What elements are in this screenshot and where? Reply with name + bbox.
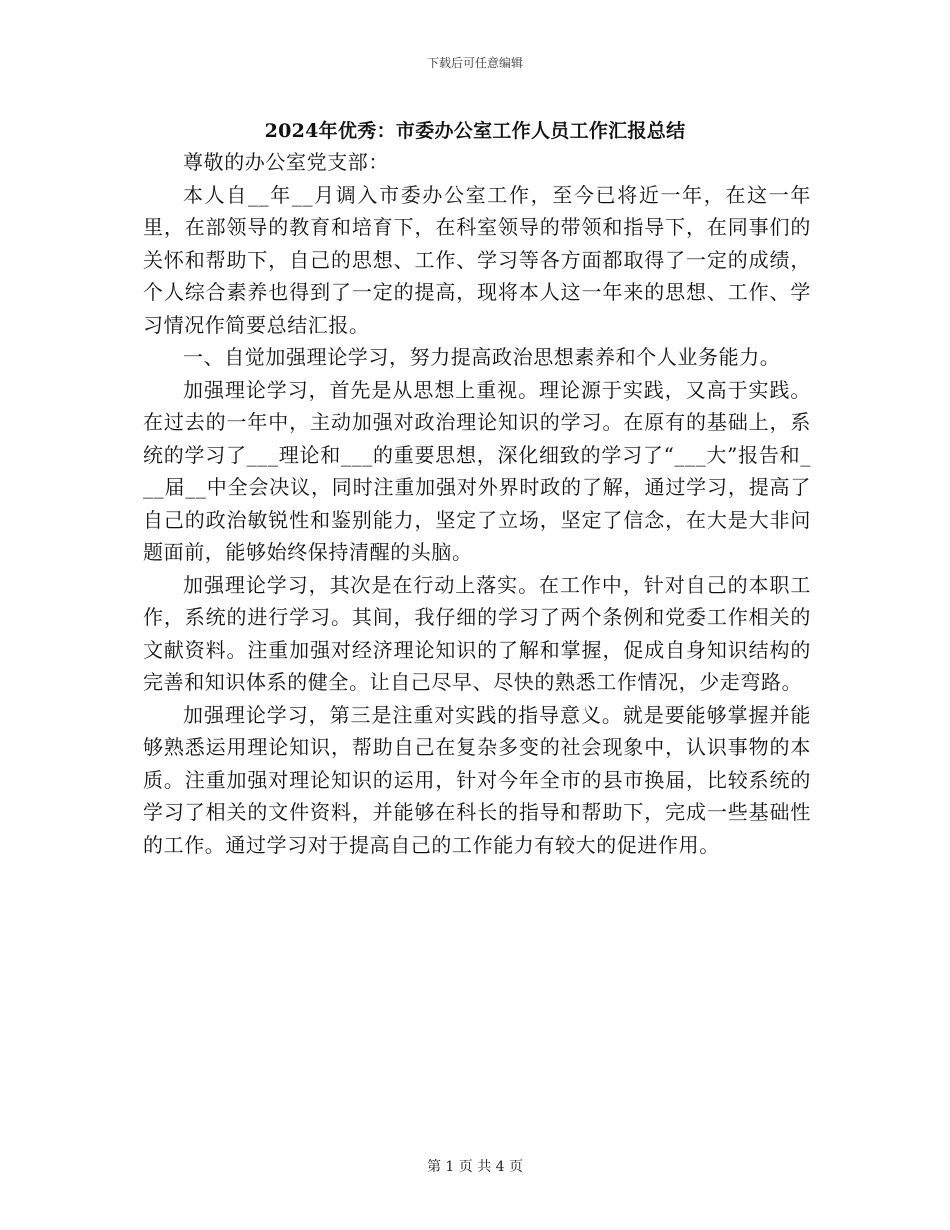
paragraph-3: 加强理论学习，第三是注重对实践的指导意义。就是要能够掌握并能够熟悉运用理论知识，帮助自己在复杂多变的社会现象中，认识事物的本质。注重加强对理论知识的运用，针对今年全市的县市换届，比较系统的学习了相关的文件资料，并能够在科长的指导和帮助下，完成一些基础性的工作。通过学习对于提高自己的工作能力有较大的促进作用。	[143, 702, 811, 857]
page-number: 第 1 页 共 4 页	[426, 1159, 524, 1175]
paragraph-2: 加强理论学习，其次是在行动上落实。在工作中，针对自己的本职工作，系统的进行学习。其间，我仔细的学习了两个条例和党委工作相关的文献资料。注重加强对经济理论知识的了解和掌握，促成自身知识结构的完善和知识体系的健全。让自己尽早、尽快的熟悉工作情况，少走弯路。	[143, 572, 811, 694]
header-note: 下载后可任意编辑	[426, 56, 523, 70]
paragraph-intro: 本人自__年__月调入市委办公室工作，至今已将近一年，在这一年里，在部领导的教育和培育下，在科室领导的带领和指导下，在同事们的关怀和帮助下，自己的思想、工作、学习等各方面都取得了一定的成绩，个人综合素养也得到了一定的提高，现将本人这一年来的思想、工作、学习情况作简要总结汇报。	[143, 182, 811, 337]
salutation: 尊敬的办公室党支部：	[183, 150, 389, 174]
paragraph-1: 加强理论学习，首先是从思想上重视。理论源于实践，又高于实践。在过去的一年中，主动加强对政治理论知识的学习。在原有的基础上，系统的学习了___理论和___的重要思想，深化细致的学习了“___大”报告和___届__中全会决议，同时注重加强对外界时政的了解，通过学习，提高了自己的政治敏锐性和鉴别能力，坚定了立场，坚定了信念，在大是大非问题面前，能够始终保持清醒的头脑。	[143, 377, 811, 564]
section-heading-1: 一、自觉加强理论学习，努力提高政治思想素养和个人业务能力。	[183, 345, 781, 369]
document-title: 2024年优秀：市委办公室工作人员工作汇报总结	[264, 120, 686, 142]
document-body	[143, 146, 811, 861]
